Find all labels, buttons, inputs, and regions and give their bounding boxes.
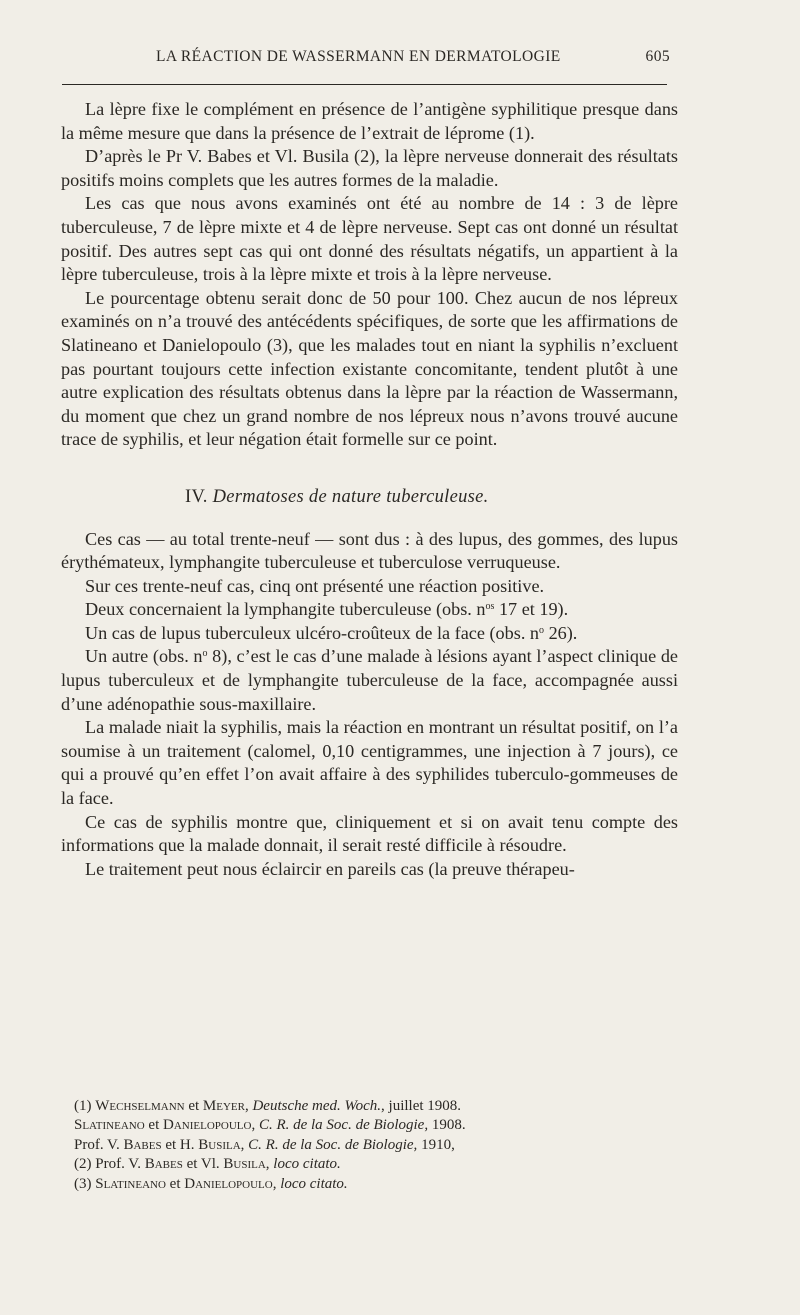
main-text [61, 98, 678, 881]
paragraph: La lèpre fixe le complément en présence de l’antigène syphilitique presque dans la même mesure que dans la présence de l’extrait de léprome (1). [61, 99, 678, 143]
section-heading [61, 486, 678, 510]
footnote: (1) Wechselmann et Meyer, Deutsche med. Woch., juillet 1908. [74, 1098, 462, 1114]
page-number: 605 [645, 48, 670, 65]
paragraph: D’après le Pr V. Babes et Vl. Busila (2), la lèpre nerveuse donnerait des résultats positifs moins complets que les autres formes de la maladie. [61, 146, 678, 190]
paragraph: Un autre (obs. $n^o$ 8), c’est le cas d’une malade à lésions ayant l’aspect clinique de lupus tuberculeux et de lymphangite tuberculeuse de la face, accompagnée aussi d’une adénopathie sous-maxillaire. [61, 646, 678, 714]
paragraph: Les cas que nous avons examinés ont été au nombre de 14 : 3 de lèpre tuberculeuse, 7 de lèpre mixte et 4 de lèpre nerveuse. Sept cas ont donné un résultat positif. Des autres sept cas qui ont donné des résultats négatifs, un appartient à la lèpre tuberculeuse, trois à la lèpre mixte et trois à la lèpre nerveuse. [61, 193, 678, 285]
paragraph: Le traitement peut nous éclaircir en pareils cas (la preuve thérapeu- [85, 858, 575, 879]
footnote: (2) Prof. V. Babes et Vl. Busila, loco citato. [74, 1156, 341, 1173]
section-number: IV. [185, 486, 208, 507]
running-title: LA RÉACTION DE WASSERMANN EN DERMATOLOGIE [156, 48, 561, 65]
paragraph: Ce cas de syphilis montre que, cliniquement et si on avait tenu compte des informations que la malade donnait, il serait resté difficile à résoudre. [61, 811, 678, 856]
paragraph: Deux concernaient la lymphangite tuberculeuse (obs. $n^{os}$ 17 et 19). [85, 599, 569, 620]
footnotes [74, 1097, 634, 1194]
footnote: Prof. V. Babes et H. Busila, C. R. de la Soc. de Biologie, 1910, [74, 1136, 455, 1153]
paragraph: Le pourcentage obtenu serait donc de 50 pour 100. Chez aucun de nos lépreux examinés on n’a trouvé des antécédents spécifiques, de sorte que les affirmations de Slatineano et Danielopoulo (3), que les malades tout en niant la syphilis n’excluent pas pourtant toujours cette infection existante concomitante, tendent plutôt à une autre explication des résultats obtenus dans la lèpre par la réaction de Wassermann, du moment que chez un grand nombre de nos lépreux nous n’avons trouvé aucune trace de syphilis, et leur négation était formelle sur ce point. [61, 287, 678, 450]
header-rule [62, 84, 667, 85]
section-title: Dermatoses de nature tuberculeuse. [212, 486, 489, 507]
running-header [60, 48, 670, 66]
paragraph: Sur ces trente-neuf cas, cinq ont présenté une réaction positive. [85, 575, 545, 596]
paragraph: Ces cas — au total trente-neuf — sont dus : à des lupus, des gommes, des lupus érythémateux, lymphangite tuberculeuse et tuberculose verruqueuse. [61, 528, 678, 573]
paragraph: Un cas de lupus tuberculeux ulcéro-croûteux de la face (obs. $n^o$ 26). [85, 622, 578, 643]
footnote: Slatineano et Danielopoulo, C. R. de la Soc. de Biologie, 1908. [74, 1117, 466, 1134]
paragraph: La malade niait la syphilis, mais la réaction en montrant un résultat positif, on l’a soumise à un traitement (calomel, 0,10 centigrammes, une injection à 7 jours), ce qui a prouvé qu’en effet l’on avait affaire à des syphilides tuberculo-gommeuses de la face. [61, 717, 678, 809]
footnote: (3) Slatineano et Danielopoulo, loco citato. [74, 1175, 348, 1192]
